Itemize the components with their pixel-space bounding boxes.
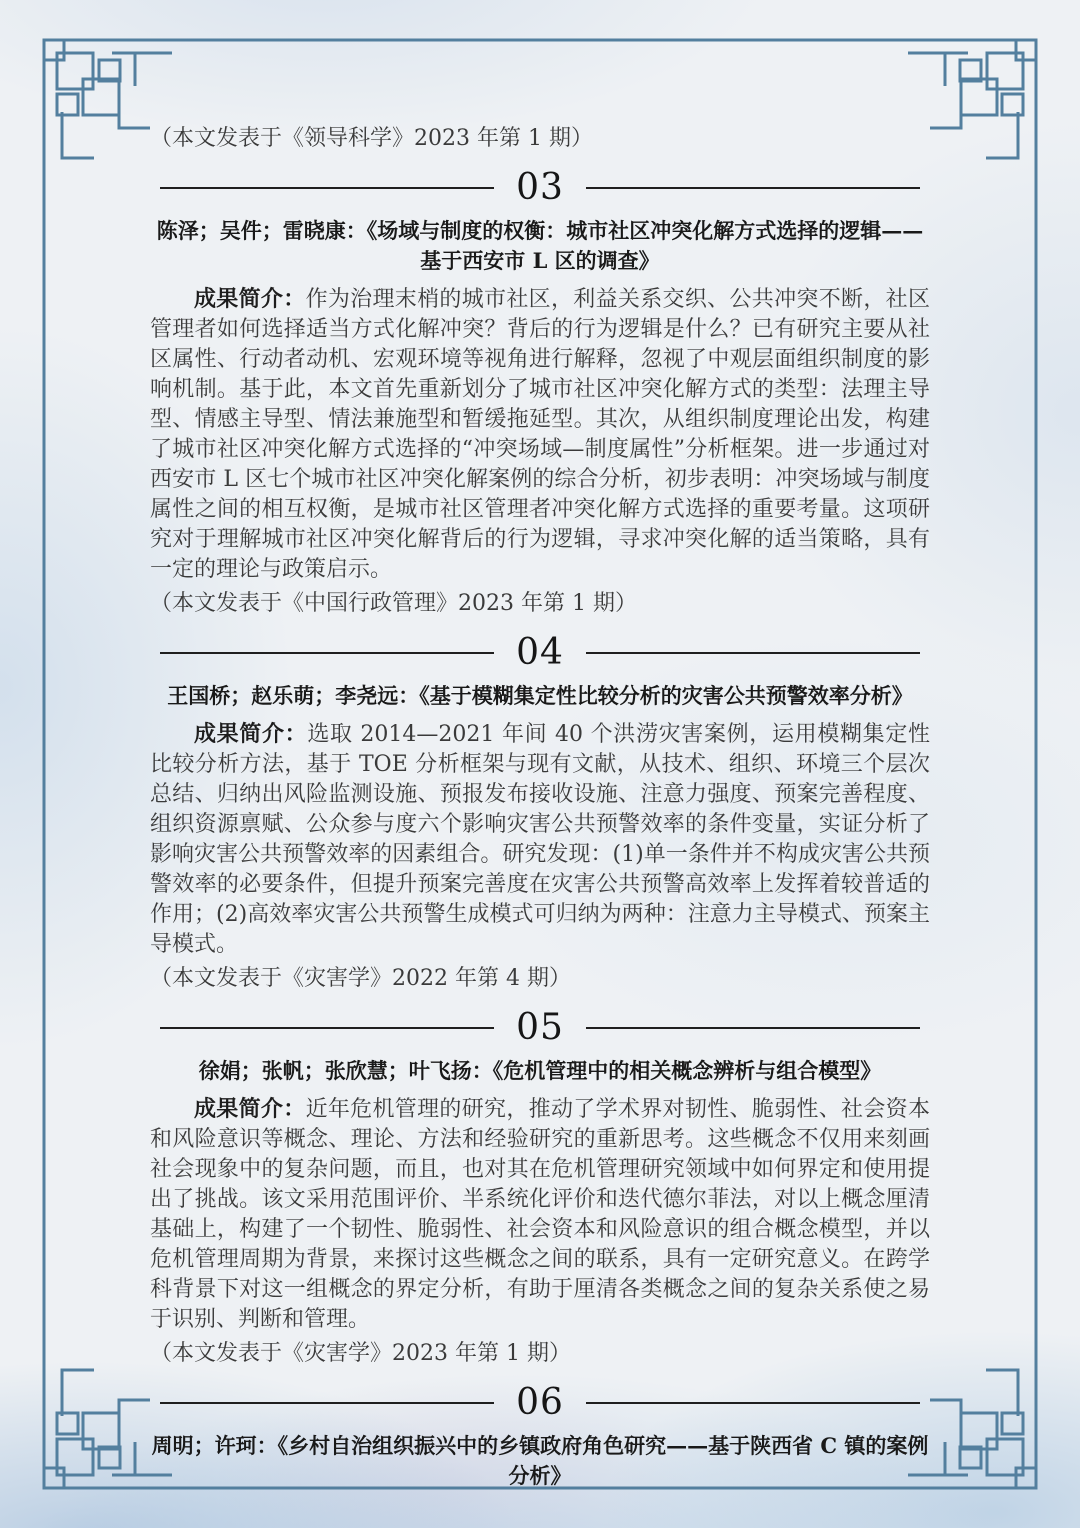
abstract-text: 选取 2014—2021 年间 40 个洪涝灾害案例，运用模糊集定性比较分析方法，基于 TOE 分析框架与现有文献，从技术、组织、环境三个层次总结、归纳出风险监测设施、预报发布接收设施、注意力强度、预案完善程度、组织资源禀赋、公众参与度六个影响灾害公共预警效率的条件变量，实证分析了影响灾害公共预警效率的因素组合。研究发现：(1)单一条件并不构成灾害公共预警效率的必要条件，但提升预案完善度在灾害公共预警高效率上发挥着较普适的作用；(2)高效率灾害公共预警生成模式可归纳为两种：注意力主导模式、预案主导模式。 bbox=[150, 722, 930, 957]
abstract-label: 成果简介： bbox=[194, 1096, 306, 1122]
publication-source: （本文发表于《灾害学》2022 年第 4 期） bbox=[150, 966, 571, 991]
publication-title: 周明；许珂：《乡村自治组织振兴中的乡镇政府角色研究——基于陕西省 C 镇的案例分析》 bbox=[151, 1433, 929, 1488]
divider-line-right bbox=[586, 1027, 920, 1029]
publication-section-05 bbox=[150, 1007, 930, 1369]
divider-line-left bbox=[160, 652, 494, 654]
publication-title: 王国桥；赵乐萌；李尧远：《基于模糊集定性比较分析的灾害公共预警效率分析》 bbox=[167, 683, 913, 708]
publication-abstract bbox=[150, 719, 930, 960]
divider-line-right bbox=[586, 187, 920, 189]
publication-section-06 bbox=[150, 1382, 930, 1491]
divider-line-left bbox=[160, 1027, 494, 1029]
abstract-label: 成果简介： bbox=[194, 286, 306, 312]
section-number: 05 bbox=[516, 1007, 564, 1048]
abstract-text: 近年危机管理的研究，推动了学术界对韧性、脆弱性、社会资本和风险意识等概念、理论、方法和经验研究的重新思考。这些概念不仅用来刻画社会现象中的复杂问题，而且，也对其在危机管理研究领域中如何界定和使用提出了挑战。该文采用范围评价、半系统化评价和迭代德尔菲法，对以上概念厘清基础上，构建了一个韧性、脆弱性、社会资本和风险意识的组合概念模型，并以危机管理周期为背景，来探讨这些概念之间的联系，具有一定研究意义。在跨学科背景下对这一组概念的界定分析，有助于厘清各类概念之间的复杂关系使之易于识别、判断和管理。 bbox=[150, 1097, 930, 1332]
section-divider bbox=[160, 167, 920, 208]
section-divider bbox=[160, 632, 920, 673]
publication-title: 陈泽；吴件；雷晓康：《场域与制度的权衡：城市社区冲突化解方式选择的逻辑——基于西安市 L 区的调查》 bbox=[156, 218, 924, 273]
section-number: 06 bbox=[516, 1382, 564, 1423]
publication-abstract bbox=[150, 284, 930, 585]
publication-abstract bbox=[150, 1094, 930, 1335]
abstract-text: 作为治理末梢的城市社区，利益关系交织、公共冲突不断，社区管理者如何选择适当方式化解冲突？背后的行为逻辑是什么？已有研究主要从社区属性、行动者动机、宏观环境等视角进行解释，忽视了中观层面组织制度的影响机制。基于此，本文首先重新划分了城市社区冲突化解方式的类型：法理主导型、情感主导型、情法兼施型和暂缓拖延型。其次，从组织制度理论出发，构建了城市社区冲突化解方式选择的“冲突场域—制度属性”分析框架。进一步通过对西安市 L 区七个城市社区冲突化解案例的综合分析，初步表明：冲突场域与制度属性之间的相互权衡，是城市社区管理者冲突化解方式选择的重要考量。这项研究对于理解城市社区冲突化解背后的行为逻辑，寻求冲突化解的适当策略，具有一定的理论与政策启示。 bbox=[150, 287, 930, 582]
publication-section-04 bbox=[150, 632, 930, 994]
section-number: 04 bbox=[516, 632, 564, 673]
divider-line-right bbox=[586, 1402, 920, 1404]
publication-section-03 bbox=[150, 167, 930, 619]
abstract-label: 成果简介： bbox=[194, 721, 308, 747]
section-divider bbox=[160, 1007, 920, 1048]
publication-source: （本文发表于《灾害学》2023 年第 1 期） bbox=[150, 1341, 571, 1366]
section-number: 03 bbox=[516, 167, 564, 208]
divider-line-left bbox=[160, 1402, 494, 1404]
page-content bbox=[150, 0, 930, 1499]
previous-article-source: （本文发表于《领导科学》2023 年第 1 期） bbox=[150, 126, 593, 151]
divider-line-right bbox=[586, 652, 920, 654]
publication-title: 徐娟；张帆；张欣慧；叶飞扬：《危机管理中的相关概念辨析与组合模型》 bbox=[198, 1058, 882, 1083]
section-divider bbox=[160, 1382, 920, 1423]
publication-source: （本文发表于《中国行政管理》2023 年第 1 期） bbox=[150, 591, 637, 616]
divider-line-left bbox=[160, 187, 494, 189]
